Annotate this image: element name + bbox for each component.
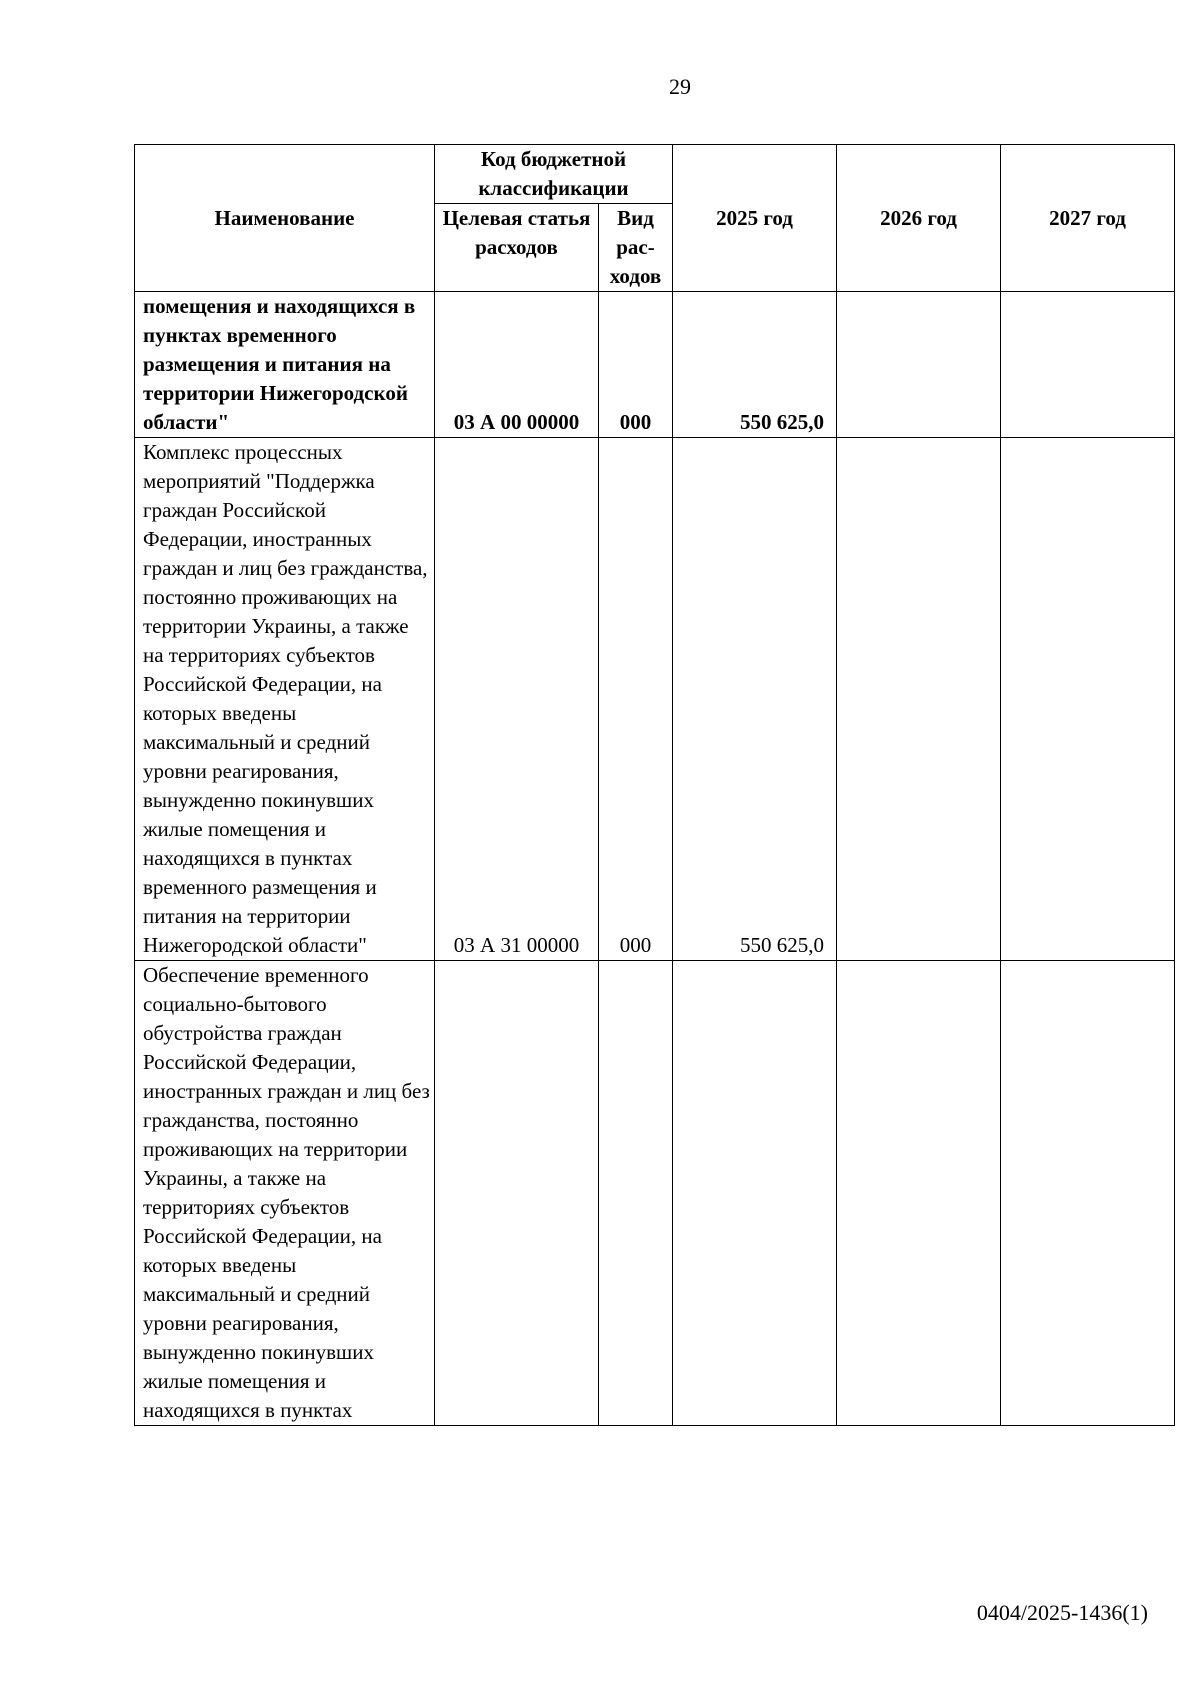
table-row <box>135 961 1175 1426</box>
row-year-2027 <box>1001 961 1175 1426</box>
row-name: Комплекс процессных мероприятий "Поддержка граждан Российской Федерации, иностранных граждан и лиц без гражданства, постоянно проживающих на территории Украины, а также на территориях субъектов Российской Федерации, на которых введены максимальный и средний уровни реагирования, вынужденно покинувших жилые помещения и находящихся в пунктах временного размещения и питания на территории Нижегородской области" <box>135 438 435 961</box>
table-row <box>135 292 1175 438</box>
row-year-2026 <box>837 438 1001 961</box>
row-expense-type: 000 <box>599 438 673 961</box>
row-year-2025: 550 625,0 <box>673 292 837 438</box>
row-target-article <box>435 961 599 1426</box>
row-year-2025 <box>673 961 837 1426</box>
row-target-article: 03 А 31 00000 <box>435 438 599 961</box>
header-target-article: Целевая статья расходов <box>435 204 599 292</box>
row-name: помещения и находящихся в пунктах временного размещения и питания на территории Нижегородской области" <box>135 292 435 438</box>
row-target-article: 03 А 00 00000 <box>435 292 599 438</box>
row-year-2026 <box>837 961 1001 1426</box>
header-code-group: Код бюджетной классификации <box>435 145 673 204</box>
header-expense-type: Вид рас-ходов <box>599 204 673 292</box>
header-year-2026: 2026 год <box>837 145 1001 292</box>
table-row <box>135 438 1175 961</box>
page-number: 29 <box>669 74 691 99</box>
row-expense-type <box>599 961 673 1426</box>
header-year-2027: 2027 год <box>1001 145 1175 292</box>
row-name: Обеспечение временного социально-бытового обустройства граждан Российской Федерации, иностранных граждан и лиц без гражданства, постоянно проживающих на территории Украины, а также на территориях субъектов Российской Федерации, на которых введены максимальный и средний уровни реагирования, вынужденно покинувших жилые помещения и находящихся в пунктах <box>135 961 435 1426</box>
header-year-2025: 2025 год <box>673 145 837 292</box>
header-name: Наименование <box>135 145 435 292</box>
row-year-2027 <box>1001 438 1175 961</box>
row-year-2025: 550 625,0 <box>673 438 837 961</box>
document-code: 0404/2025-1436(1) <box>976 1600 1148 1625</box>
row-expense-type: 000 <box>599 292 673 438</box>
row-year-2027 <box>1001 292 1175 438</box>
budget-table <box>134 144 1175 1426</box>
row-year-2026 <box>837 292 1001 438</box>
